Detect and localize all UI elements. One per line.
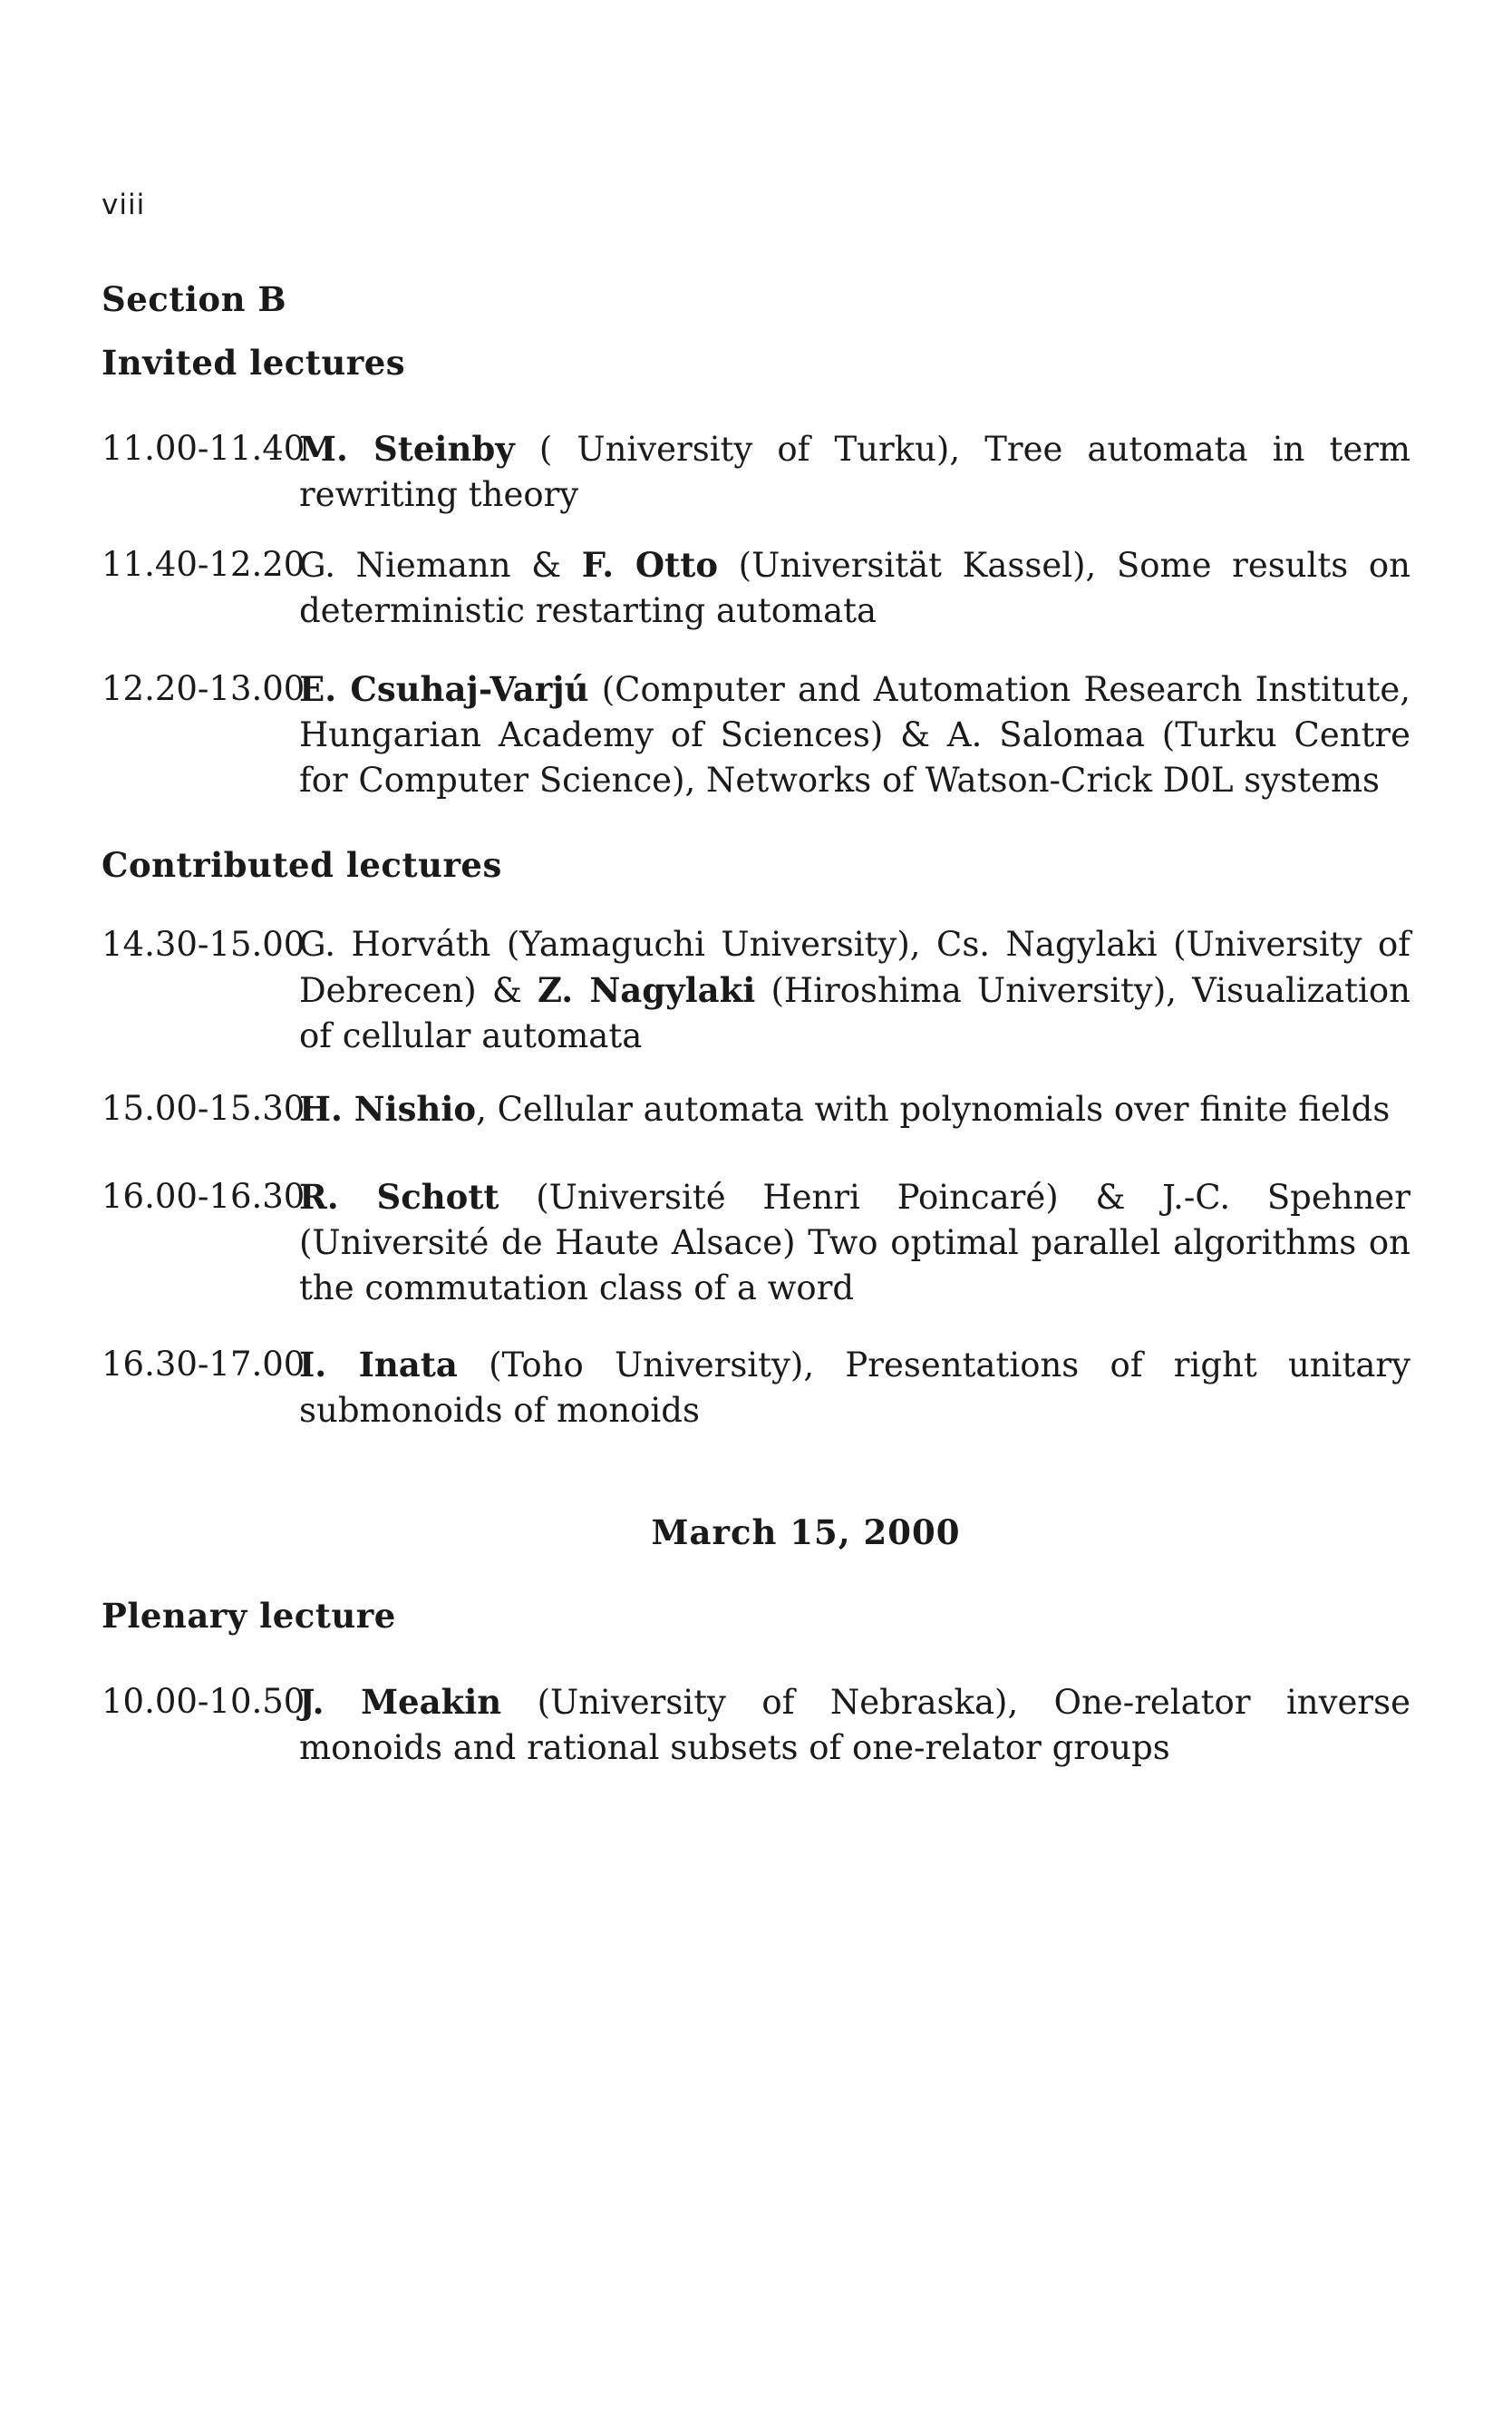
- schedule-entry: [102, 426, 1410, 518]
- speaker-name: I. Inata: [299, 1345, 458, 1385]
- entry-text: E. Csuhaj-Varjú (Computer and Automation Research Institute, Hungarian Academy of Sciences) & A. Salomaa (Turku Centre for Computer Science), Networks of Watson-Crick D0L systems: [299, 669, 1410, 800]
- entry-time: 11.00-11.40: [102, 429, 305, 468]
- speaker-name: R. Schott: [299, 1177, 499, 1217]
- entry-time: 16.00-16.30: [102, 1177, 305, 1216]
- schedule-entry: [102, 1086, 1410, 1132]
- entry-text: M. Steinby ( University of Turku), Tree automata in term rewriting theory: [299, 429, 1410, 514]
- entry-time: 16.30-17.00: [102, 1345, 305, 1384]
- section-title: Section B: [102, 279, 287, 319]
- speaker-name: J. Meakin: [299, 1682, 502, 1722]
- schedule-entry: [102, 666, 1410, 803]
- page-number: viii: [102, 189, 146, 221]
- speaker-name: Z. Nagylaki: [537, 970, 756, 1010]
- contributed-lectures-heading: Contributed lectures: [102, 845, 502, 885]
- schedule-entry: [102, 1679, 1410, 1771]
- speaker-name: H. Nishio: [299, 1089, 477, 1129]
- entry-time: 11.40-12.20: [102, 545, 305, 584]
- schedule-entry: [102, 1342, 1410, 1433]
- entry-text: I. Inata (Toho University), Presentations of right unitary submonoids of monoids: [299, 1345, 1410, 1430]
- invited-lectures-heading: Invited lectures: [102, 343, 406, 383]
- entry-text: G. Niemann & F. Otto (Universität Kassel), Some results on deterministic restarting automata: [299, 545, 1410, 630]
- entry-text: H. Nishio, Cellular automata with polynomials over finite fields: [299, 1089, 1391, 1129]
- entry-text: G. Horváth (Yamaguchi University), Cs. Nagylaki (University of Debrecen) & Z. Nagylaki (Hiroshima University), Visualization of cellular automata: [299, 925, 1410, 1055]
- entry-time: 15.00-15.30: [102, 1089, 305, 1128]
- schedule-entry: [102, 922, 1410, 1059]
- speaker-name: E. Csuhaj-Varjú: [299, 669, 589, 709]
- entry-time: 10.00-10.50: [102, 1682, 305, 1721]
- schedule-entry: [102, 542, 1410, 634]
- date-heading: March 15, 2000: [651, 1512, 961, 1552]
- speaker-name: F. Otto: [581, 545, 719, 585]
- entry-time: 14.30-15.00: [102, 925, 305, 964]
- plenary-lecture-heading: Plenary lecture: [102, 1596, 396, 1636]
- entry-text: J. Meakin (University of Nebraska), One-relator inverse monoids and rational subsets of one-relator groups: [299, 1682, 1410, 1767]
- speaker-name: M. Steinby: [299, 429, 515, 469]
- entry-text: R. Schott (Université Henri Poincaré) & J.-C. Spehner (Université de Haute Alsace) Two optimal parallel algorithms on the commutation class of a word: [299, 1177, 1410, 1307]
- entry-time: 12.20-13.00: [102, 669, 305, 708]
- schedule-entry: [102, 1174, 1410, 1311]
